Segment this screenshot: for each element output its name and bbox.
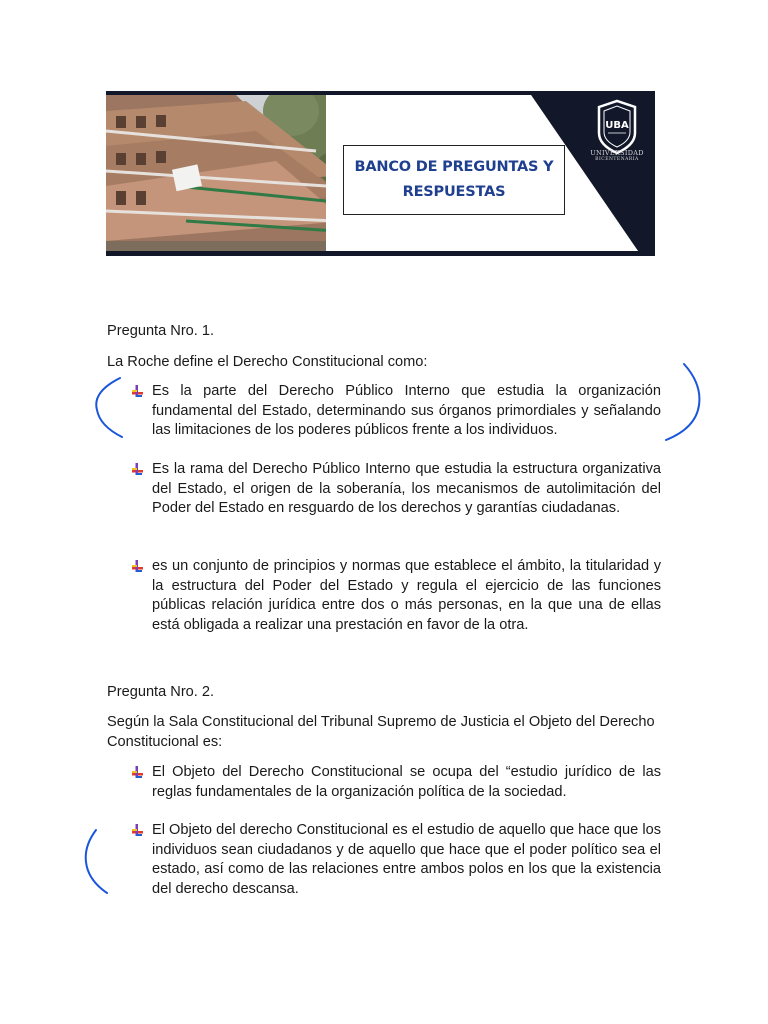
banner-title-line2: RESPUESTAS: [402, 184, 506, 200]
university-shield-logo: [590, 99, 644, 179]
bullet-icon: [130, 462, 144, 476]
right-bracket-q1: [666, 364, 699, 440]
option-text: El Objeto del Derecho Constitucional se ocupa del “estudio jurídico de las reglas fundamentales de la organización política de la sociedad.: [152, 764, 661, 800]
bullet-icon: [130, 384, 144, 398]
option-text: Es la rama del Derecho Público Interno que estudia la estructura organizativa del Estado, el origen de la soberanía, los mecanismos de autolimitación del Poder del Estado en resguardo de los derechos y garantías ciudadanas.: [152, 461, 661, 516]
bullet-icon: [130, 765, 144, 779]
bullet-icon: [130, 559, 144, 573]
logo-caption-line2: BICENTENARIA: [595, 157, 639, 162]
banner-title-box: [343, 145, 565, 215]
question-2-title: Pregunta Nro. 2.: [107, 684, 215, 700]
logo-text: UBA: [605, 120, 629, 131]
option-text: El Objeto del derecho Constitucional es el estudio de aquello que hace que los individuos sean ciudadanos y de aquello que hace que el poder político sea el estado, así como de las relaciones entre ambos polos en los que la existencia del derecho descansa.: [152, 822, 661, 897]
left-bracket-q2: [86, 830, 107, 893]
logo-caption-line1: UNIVERSIDAD: [590, 149, 644, 157]
logo-caption: [578, 149, 655, 162]
option-text: es un conjunto de principios y normas que establece el ámbito, la titularidad y la estructura del Poder del Estado y regula el ejercicio de las funciones públicas relación jurídica entre dos o más personas, en la que una de ellas está obligada a realizar una prestación en favor de la otra.: [152, 558, 661, 633]
left-bracket-q1: [96, 378, 122, 437]
bullet-icon: [130, 823, 144, 837]
question-2-prompt: Según la Sala Constitucional del Tribunal Supremo de Justicia el Objeto del Derecho Constitucional es:: [107, 714, 655, 750]
banner-title-line1: BANCO DE PREGUNTAS Y: [354, 159, 554, 175]
option-text: Es la parte del Derecho Público Interno que estudia la organización fundamental del Estado, determinando sus órganos primordiales y señalando las limitaciones de los poderes públicos frente a los individuos.: [152, 383, 661, 438]
question-1-title: Pregunta Nro. 1.: [107, 323, 215, 339]
header-banner: [106, 91, 655, 256]
question-1-prompt: La Roche define el Derecho Constitucional como:: [107, 354, 428, 370]
